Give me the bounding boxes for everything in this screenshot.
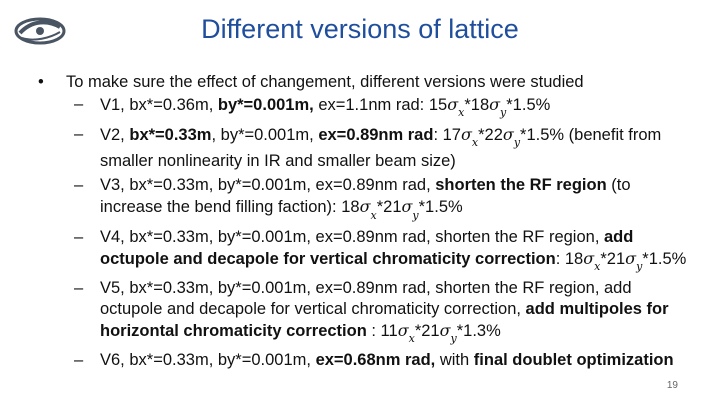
version-list <box>30 94 690 371</box>
version-item <box>30 175 690 223</box>
text: *1.5% <box>506 96 551 114</box>
text: *18 <box>464 96 490 114</box>
text: ex=1.1nm rad: 15 <box>313 96 448 114</box>
bold-text: add octupole and decapole for vertical chromaticity correction <box>100 227 634 268</box>
text: *21 <box>600 249 626 268</box>
sigma-symbol: $\sigma_x$ <box>460 125 479 150</box>
text: *1.5% (benefit from smaller nonlinearity in IR and smaller beam size) <box>100 126 662 171</box>
intro-text: To make sure the effect of changement, different versions were studied <box>66 73 584 91</box>
dash-icon: – <box>74 227 84 246</box>
sigma-symbol: $\sigma_x$ <box>397 320 415 345</box>
sigma-symbol: $\sigma_x$ <box>583 248 601 273</box>
text: , by*=0.001m, <box>211 126 319 145</box>
main-bullet <box>30 72 690 92</box>
slide-body <box>30 72 690 374</box>
sigma-symbol: $\sigma_x$ <box>359 197 377 222</box>
bold-text: bx*=0.33m <box>129 126 212 145</box>
text: *21 <box>376 198 402 217</box>
dash-icon: – <box>74 125 84 144</box>
text: V6, bx*=0.33m, by*=0.001m, <box>100 350 316 369</box>
version-item <box>30 94 690 121</box>
version-item <box>30 350 690 371</box>
text: V4, bx*=0.33m, by*=0.001m, ex=0.89nm rad, shorten the RF region, <box>100 227 604 246</box>
sigma-symbol: $\sigma_y$ <box>439 320 457 345</box>
text: with <box>435 350 474 369</box>
dash-icon: – <box>74 350 84 369</box>
dash-icon: – <box>74 95 84 113</box>
text: *1.5% <box>418 198 463 217</box>
bold-text: final doublet optimization <box>473 350 674 369</box>
sigma-symbol: $\sigma_y$ <box>502 125 521 150</box>
text: *22 <box>478 126 503 145</box>
text: *1.3% <box>456 321 501 340</box>
dash-icon: – <box>74 278 84 297</box>
bullet-icon: • <box>38 73 44 91</box>
version-item <box>30 278 690 347</box>
page-number: 19 <box>666 380 678 391</box>
bold-text: ex=0.89nm rad <box>318 126 434 145</box>
bold-text: add multipoles for horizontal chromaticity correction <box>100 299 669 340</box>
text: : 17 <box>433 126 461 145</box>
text: V3, bx*=0.33m, by*=0.001m, ex=0.89nm rad, <box>100 176 436 195</box>
sigma-symbol: $\sigma_x$ <box>447 95 465 120</box>
version-item <box>30 124 690 172</box>
bold-text: ex=0.68nm rad, <box>315 350 436 369</box>
text: (to increase the bend filling faction): 18 <box>100 176 631 217</box>
text: V5, bx*=0.33m, by*=0.001m, ex=0.89nm rad, shorten the RF region, add octupole and decapole for vertical chromaticity correction, <box>100 278 632 318</box>
dash-icon: – <box>74 176 84 195</box>
version-item <box>30 227 690 275</box>
text: V1, bx*=0.36m, <box>100 96 218 114</box>
text: : 18 <box>555 249 584 268</box>
bold-text: shorten the RF region <box>435 176 607 195</box>
text: V2, <box>100 126 130 145</box>
text: : 11 <box>366 321 398 340</box>
sigma-symbol: $\sigma_y$ <box>489 95 507 120</box>
slide-title: Different versions of lattice <box>201 14 519 44</box>
text: *21 <box>414 321 440 340</box>
text: *1.5% <box>642 249 687 268</box>
bold-text: by*=0.001m, <box>217 96 314 114</box>
sigma-symbol: $\sigma_y$ <box>625 248 643 273</box>
sigma-symbol: $\sigma_y$ <box>401 197 419 222</box>
